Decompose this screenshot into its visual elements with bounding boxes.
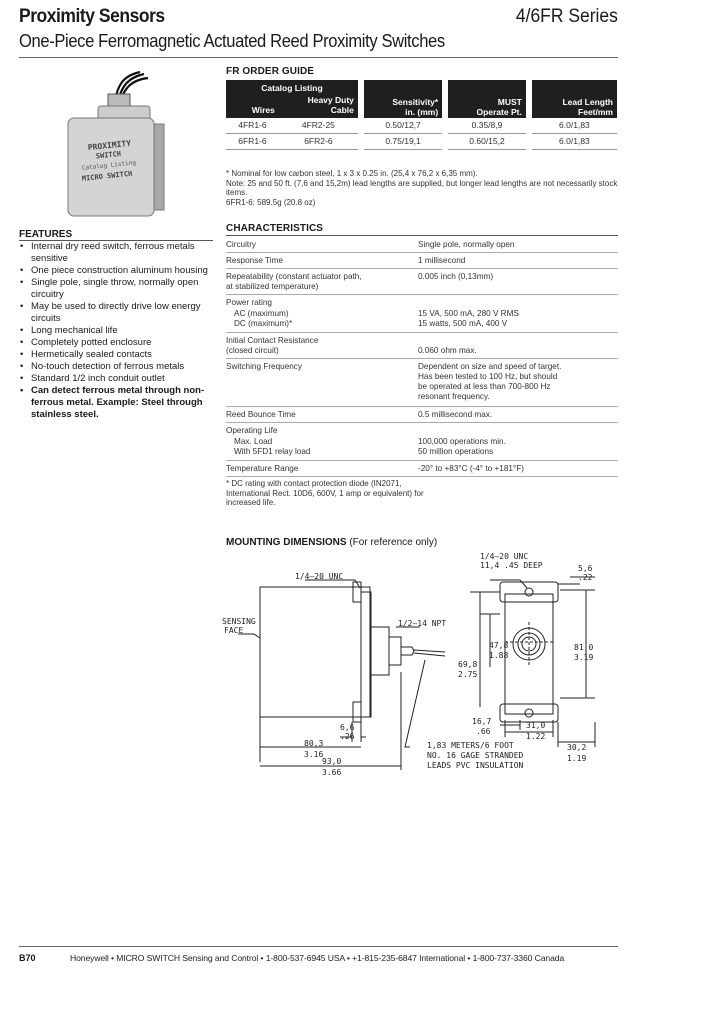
photo-label-4: MICRO SWITCH	[81, 169, 133, 183]
dim-26: .26	[340, 732, 355, 741]
unc-right-label-2: 11,4 .45 DEEP	[480, 561, 543, 570]
dim-5-6: 5,6	[578, 564, 593, 573]
unc-left-label: 1/4–20 UNC	[295, 572, 344, 581]
characteristics-title: CHARACTERISTICS	[226, 223, 324, 234]
list-item: • Completely potted enclosure	[19, 337, 219, 349]
photo-label-3: Catalog Listing	[81, 159, 137, 172]
footer-contact: Honeywell • MICRO SWITCH Sensing and Control • 1-800-537-6945 USA • +1-815-235-6847 International • 1-800-737-3360 Canada	[70, 953, 565, 963]
dim-31-0: 31,0	[526, 721, 546, 730]
dim-3-66: 3.66	[322, 768, 342, 777]
page-subtitle: One-Piece Ferromagnetic Actuated Reed Proximity Switches	[19, 31, 445, 51]
features-list	[19, 241, 219, 421]
characteristics-divider	[226, 235, 618, 236]
sensing-label-1: SENSING	[222, 617, 256, 626]
mounting-drawing	[200, 552, 620, 777]
sensitivity-header: Sensitivity* in. (mm)	[364, 80, 442, 118]
list-item: • No-touch detection of ferrous metals	[19, 361, 219, 373]
dim-1-88: 1.88	[489, 651, 509, 660]
footer-divider	[19, 946, 618, 947]
dim-3-16: 3.16	[304, 750, 324, 759]
list-item: • One piece construction aluminum housing	[19, 265, 219, 277]
cable-header: Heavy Duty Cable	[279, 94, 358, 118]
order-guide-title: FR ORDER GUIDE	[226, 66, 315, 77]
list-item: • May be used to directly drive low energy circuits	[19, 301, 219, 325]
unc-right-label-1: 1/4–20 UNC	[480, 552, 529, 561]
dim-6-6: 6,6	[340, 723, 355, 732]
dim-22: .22	[578, 573, 593, 582]
dim-81-0: 81,0	[574, 643, 594, 652]
dim-1-19: 1.19	[567, 754, 587, 763]
dim-93-0: 93,0	[322, 757, 342, 766]
lead-length-header: Lead Length Feet/mm	[532, 80, 617, 118]
table-row: 4FR1-6 4FR2-25 0.50/12,7 0.35/8,9 6.0/1,83	[226, 118, 617, 134]
dim-3-19: 3.19	[574, 653, 594, 662]
list-item: • Standard 1/2 inch conduit outlet	[19, 373, 219, 385]
dim-66: .66	[476, 727, 491, 736]
must-operate-header: MUST Operate Pt.	[448, 80, 526, 118]
order-guide-table	[226, 80, 617, 150]
list-item: • Hermetically sealed contacts	[19, 349, 219, 361]
npt-label: 1/2–14 NPT	[398, 619, 447, 628]
dim-2-75: 2.75	[458, 670, 478, 679]
dim-47-8: 47,8	[489, 641, 509, 650]
lead-label-1: 1,83 METERS/6 FOOT	[427, 741, 514, 750]
photo-label-1: PROXIMITY	[87, 138, 132, 153]
list-item: • Internal dry reed switch, ferrous metals sensitive	[19, 241, 219, 265]
dim-1-22: 1.22	[526, 732, 546, 741]
lead-label-2: NO. 16 GAGE STRANDED	[427, 751, 524, 760]
list-item: • Single pole, single throw, normally open circuitry	[19, 277, 219, 301]
dim-16-7: 16,7	[472, 717, 492, 726]
dim-80-3: 80,3	[304, 739, 324, 748]
header-divider	[19, 57, 618, 58]
dim-30-2: 30,2	[567, 743, 587, 752]
wires-header: Wires	[226, 94, 279, 118]
product-photo	[60, 68, 180, 218]
catalog-listing-header: Catalog Listing	[226, 80, 358, 94]
order-guide-notes: * Nominal for low carbon steel, 1 x 3 x 0.25 in. (25,4 x 76,2 x 6,35 mm). Note: 25 and 50 ft. (7,6 and 15,2m) lead lengths are supplied, but longer lead lengths are not necessarily stock items. 6FR1-6: 589.5g (20.8 oz)	[226, 169, 618, 207]
mounting-title: MOUNTING DIMENSIONS (For reference only)	[226, 537, 438, 548]
series-name: 4/6FR Series	[515, 6, 618, 27]
characteristics-footnote: * DC rating with contact protection diode (IN2071, International Rect. 10D6, 600V, 1 amp or equivalent) for increased life.	[226, 479, 424, 507]
sensing-label-2: FACE	[224, 626, 244, 635]
features-title: FEATURES	[19, 229, 73, 240]
table-row: 6FR1-6 6FR2-6 0.75/19,1 0.60/15,2 6.0/1,83	[226, 134, 617, 150]
list-item: • Long mechanical life	[19, 325, 219, 337]
list-item-highlight: • Can detect ferrous metal through non-ferrous metal. Example: Steel through stainless steel.	[19, 385, 219, 421]
page-title: Proximity Sensors	[19, 6, 165, 27]
dim-69-8: 69,8	[458, 660, 478, 669]
page-number: B70	[19, 953, 36, 963]
lead-label-3: LEADS PVC INSULATION	[427, 761, 524, 770]
photo-label-2: SWITCH	[95, 149, 122, 161]
